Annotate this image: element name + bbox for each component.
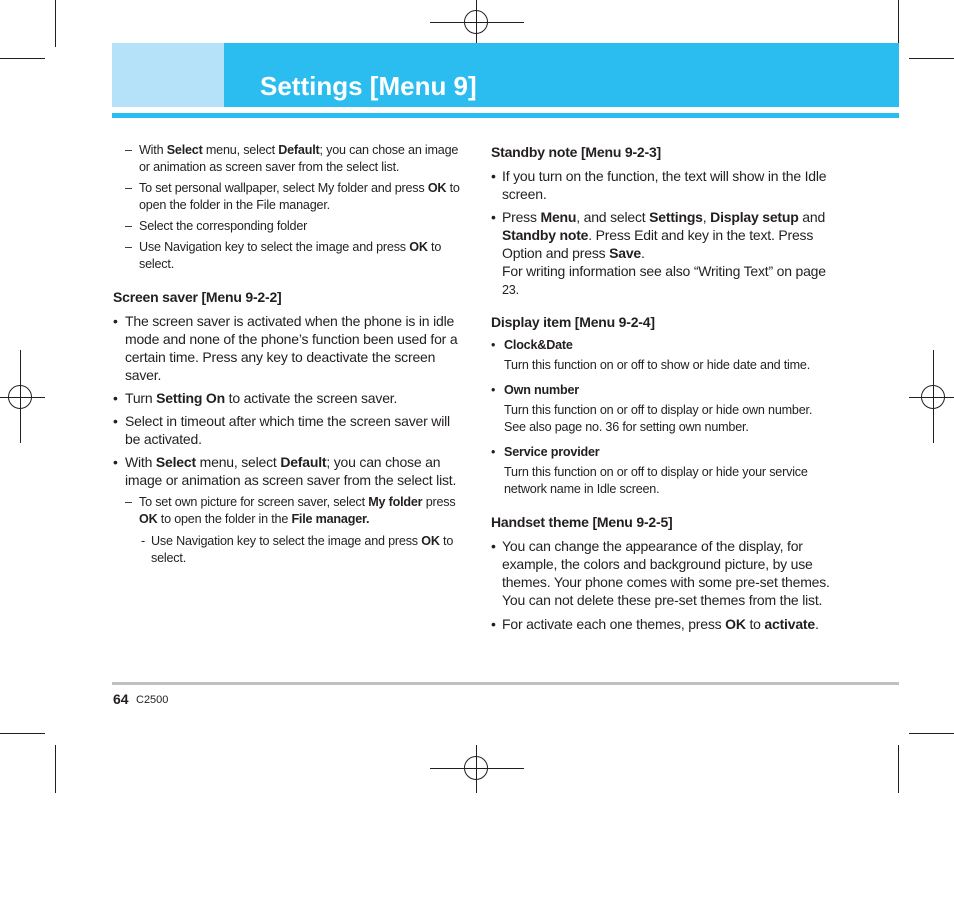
bold-text: OK (139, 512, 158, 526)
bold-text: Setting On (156, 390, 225, 406)
model-name: C2500 (136, 694, 169, 706)
bold-text: File manager. (291, 512, 370, 526)
bold-text: My folder (368, 495, 423, 509)
item-text (502, 209, 825, 261)
text-run: Press (502, 209, 541, 225)
text-run: To set personal wallpaper, select My folder and press (139, 181, 428, 195)
sub-list-item (125, 494, 463, 528)
text-run: to activate the screen saver. (224, 390, 398, 406)
display-item-entry (491, 444, 836, 498)
bullet-item (113, 412, 463, 448)
item-text (125, 390, 397, 406)
text-run: , and select (576, 209, 650, 225)
crop-mark (0, 58, 45, 59)
item-text (125, 313, 457, 383)
bullet-item (113, 389, 463, 407)
registration-mark (921, 385, 945, 409)
text-run: With (125, 454, 156, 470)
crop-mark (0, 733, 45, 734)
text-run: Turn (125, 390, 157, 406)
bullet-item (491, 537, 836, 609)
entry-title: Own number (504, 383, 579, 397)
text-run: and (798, 209, 826, 225)
bullet-mark: • (113, 390, 118, 406)
standby-note-reference (491, 262, 836, 299)
bullet-mark: • (113, 413, 118, 429)
dash-mark: – (125, 219, 132, 233)
dash-mark: – (125, 495, 132, 509)
section-heading-display-item: Display item [Menu 9-2-4] (491, 314, 655, 330)
bold-text: Save (609, 245, 642, 261)
section-heading-screen-saver: Screen saver [Menu 9-2-2] (113, 289, 282, 305)
text-run: to (745, 616, 765, 632)
crop-mark (909, 733, 954, 734)
text-run: to select. (151, 534, 454, 565)
display-item-entry (491, 382, 836, 436)
display-item-description: Turn this function on or off to display or hide your service network name in Idle screen. (504, 465, 808, 496)
bold-text: OK (725, 616, 746, 632)
page-title: Settings [Menu 9] (260, 71, 477, 101)
text-run: . (814, 616, 819, 632)
text-run: ; you can chose an image or animation as screen saver from the select list. (139, 143, 459, 174)
text-run: Select in timeout after which time the screen saver will be activated. (125, 413, 450, 447)
bold-text: Menu (540, 209, 577, 225)
item-text (502, 538, 830, 608)
text-run: to open the folder in the (157, 512, 292, 526)
crop-mark (55, 0, 56, 47)
left-column (113, 142, 463, 567)
reference-page: 23. (502, 283, 519, 297)
text-run: . Press Edit and key in the text. Press Option and press (502, 227, 814, 261)
item-text (139, 495, 456, 526)
list-item (125, 239, 463, 273)
item-text (151, 534, 453, 565)
bold-text: Display setup (710, 209, 799, 225)
bold-text: OK (427, 181, 447, 195)
bold-text: Settings (649, 209, 703, 225)
item-text (139, 240, 441, 271)
bold-text: Select (166, 143, 203, 157)
right-column (491, 143, 836, 633)
bullet-mark: • (491, 616, 496, 632)
text-run: You can change the appearance of the display, for example, the colors and background picture, by use themes. Your phone comes with some pre-set themes. You can not delete these pre-set themes from the list. (502, 538, 830, 608)
crop-mark (898, 0, 899, 47)
bold-text: Standby note (502, 227, 589, 243)
text-run: For activate each one themes, press (502, 616, 726, 632)
page-number: 64 (113, 691, 129, 707)
registration-mark (464, 756, 488, 780)
bullet-mark: • (491, 168, 496, 184)
bold-text: Select (155, 454, 196, 470)
item-text (139, 181, 460, 212)
dash-mark: – (125, 143, 132, 157)
text-run: menu, select (202, 143, 279, 157)
text-run: With (139, 143, 167, 157)
reference-text: For writing information see also “Writing Text” on page (502, 263, 826, 279)
text-run: press (422, 495, 456, 509)
text-run: To set own picture for screen saver, select (139, 495, 369, 509)
display-item-title (491, 382, 836, 399)
bold-text: OK (421, 534, 440, 548)
item-text (502, 168, 826, 202)
text-run: . (641, 245, 645, 261)
section-heading-handset-theme: Handset theme [Menu 9-2-5] (491, 514, 673, 530)
text-run: to open the folder in the File manager. (139, 181, 460, 212)
registration-mark (8, 385, 32, 409)
display-item-title (491, 337, 836, 354)
bullet-item (491, 615, 836, 633)
header-rule (112, 113, 899, 118)
display-item-entry (491, 337, 836, 374)
list-item (125, 142, 463, 176)
bullet-mark: • (113, 454, 118, 470)
sub-sub-list-item (141, 533, 463, 567)
item-text (139, 143, 458, 174)
bullet-item (491, 167, 836, 203)
entry-title: Service provider (504, 445, 600, 459)
list-item (125, 180, 463, 214)
display-item-description: Turn this function on or off to show or hide date and time. (504, 358, 811, 372)
section-heading-standby-note: Standby note [Menu 9-2-3] (491, 144, 662, 160)
item-text (502, 616, 819, 632)
text-run: to select. (139, 240, 442, 271)
display-item-title (491, 444, 836, 461)
bullet-mark: • (491, 209, 496, 225)
dash-mark: - (141, 534, 145, 548)
bold-text: Default (280, 454, 327, 470)
bullet-mark: • (491, 338, 496, 352)
text-run: The screen saver is activated when the phone is in idle mode and none of the phone’s function been used for a certain time. Press any key to deactivate the screen saver. (125, 313, 458, 383)
text-run: ; you can chose an image or animation as screen saver from the select list. (125, 454, 457, 488)
text-run: menu, select (195, 454, 281, 470)
text-run: , (702, 209, 711, 225)
crop-mark (898, 745, 899, 793)
bullet-mark: • (491, 538, 496, 554)
bullet-item (491, 208, 836, 262)
text-run: If you turn on the function, the text will show in the Idle screen. (502, 168, 827, 202)
item-text (139, 219, 307, 233)
bullet-item (113, 312, 463, 384)
dash-mark: – (125, 240, 132, 254)
dash-mark: – (125, 181, 132, 195)
bullet-mark: • (491, 445, 496, 459)
header-light-block (112, 43, 224, 107)
display-item-description: Turn this function on or off to display or hide own number. See also page no. 36 for setting own number. (504, 403, 813, 434)
footer-rule (112, 682, 899, 685)
item-text (125, 413, 450, 447)
text-run: Use Navigation key to select the image and press (139, 240, 410, 254)
text-run: Select the corresponding folder (139, 219, 308, 233)
intro-list (125, 142, 463, 273)
bullet-mark: • (113, 313, 118, 329)
crop-mark (909, 58, 954, 59)
bullet-item (113, 453, 463, 489)
entry-title: Clock&Date (504, 338, 573, 352)
bold-text: Default (278, 143, 320, 157)
text-run: Use Navigation key to select the image and press (151, 534, 422, 548)
bold-text: OK (409, 240, 428, 254)
item-text (125, 454, 456, 488)
list-item (125, 218, 463, 235)
registration-mark (464, 10, 488, 34)
crop-mark (55, 745, 56, 793)
bold-text: activate (764, 616, 815, 632)
bullet-mark: • (491, 383, 496, 397)
